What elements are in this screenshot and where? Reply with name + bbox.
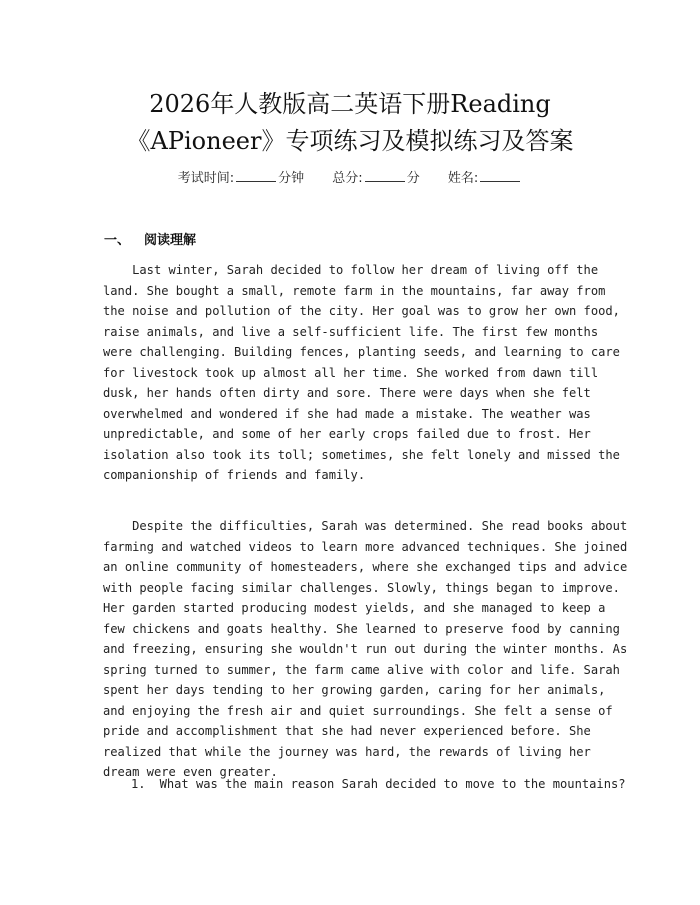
- total-score-label: 总分:: [332, 171, 363, 186]
- passage-line: and freezing, ensuring she wouldn't run out during the winter months. As: [103, 642, 628, 656]
- passage-line: and enjoying the fresh air and quiet surroundings. She felt a sense of: [103, 703, 613, 718]
- passage-line: spent her days tending to her growing garden, caring for her animals,: [103, 683, 606, 697]
- section-heading: [104, 229, 196, 248]
- total-score-unit: 分: [406, 171, 420, 186]
- passage-line: farming and watched videos to learn more advanced techniques. She joined: [103, 539, 628, 554]
- question-number: 1.: [131, 777, 146, 791]
- total-score-blank: [365, 169, 405, 182]
- passage-line: Despite the difficulties, Sarah was determined. She read books about: [103, 519, 628, 533]
- passage-line: with people facing similar challenges. Slowly, things began to improve.: [103, 580, 620, 595]
- document-title-line-2: 《APioneer》专项练习及模拟练习及答案: [126, 127, 574, 155]
- section-title: 阅读理解: [144, 233, 197, 248]
- exam-info-row: [0, 167, 700, 186]
- student-name-label: 姓名:: [447, 171, 479, 186]
- passage-line: an online community of homesteaders, where she exchanged tips and advice: [103, 560, 628, 574]
- exam-time-label: 考试时间:: [177, 171, 235, 186]
- passage-line: few chickens and goats healthy. She learned to preserve food by canning: [103, 621, 620, 636]
- exam-time-field: [178, 171, 304, 186]
- exam-time-unit: 分钟: [278, 171, 305, 186]
- student-name-blank: [480, 169, 520, 182]
- passage-line: Her garden started producing modest yields, and she managed to keep a: [103, 601, 606, 615]
- passage-line: spring turned to summer, the farm came alive with color and life. Sarah: [103, 662, 620, 677]
- exam-time-blank: [236, 169, 276, 182]
- passage-line: dusk, her hands often dirty and sore. There were days when she felt: [103, 386, 591, 400]
- section-number: 一、: [104, 233, 131, 248]
- question-1: [131, 774, 626, 794]
- passage-line: for livestock took up almost all her time. She worked from dawn till: [103, 365, 599, 380]
- passage-line: Last winter, Sarah decided to follow her dream of living off the: [103, 263, 599, 277]
- student-name-field: [448, 171, 522, 186]
- document-title-line-1: 2026年人教版高二英语下册Reading: [149, 90, 551, 118]
- passage-line: dream were even greater.: [103, 765, 278, 779]
- passage-line: isolation also took its toll; sometimes, she felt lonely and missed the: [103, 447, 620, 462]
- passage-line: raise animals, and live a self-sufficient life. The first few months: [103, 324, 599, 339]
- passage-line: unpredictable, and some of her early crops failed due to frost. Her: [103, 427, 591, 441]
- passage-line: were challenging. Building fences, planting seeds, and learning to care: [103, 345, 620, 359]
- passage-paragraph-1: [103, 260, 620, 486]
- total-score-field: [332, 171, 419, 186]
- passage-line: the noise and pollution of the city. Her goal was to grow her own food,: [103, 304, 620, 318]
- question-text: What was the main reason Sarah decided to move to the mountains?: [159, 777, 626, 791]
- passage-line: pride and accomplishment that she had never experienced before. She: [103, 724, 591, 738]
- passage-paragraph-2: [103, 516, 628, 783]
- passage-line: companionship of friends and family.: [103, 468, 366, 482]
- passage-line: land. She bought a small, remote farm in the mountains, far away from: [103, 283, 606, 298]
- passage-line: overwhelmed and wondered if she had made a mistake. The weather was: [103, 406, 591, 421]
- passage-line: realized that while the journey was hard, the rewards of living her: [103, 744, 591, 759]
